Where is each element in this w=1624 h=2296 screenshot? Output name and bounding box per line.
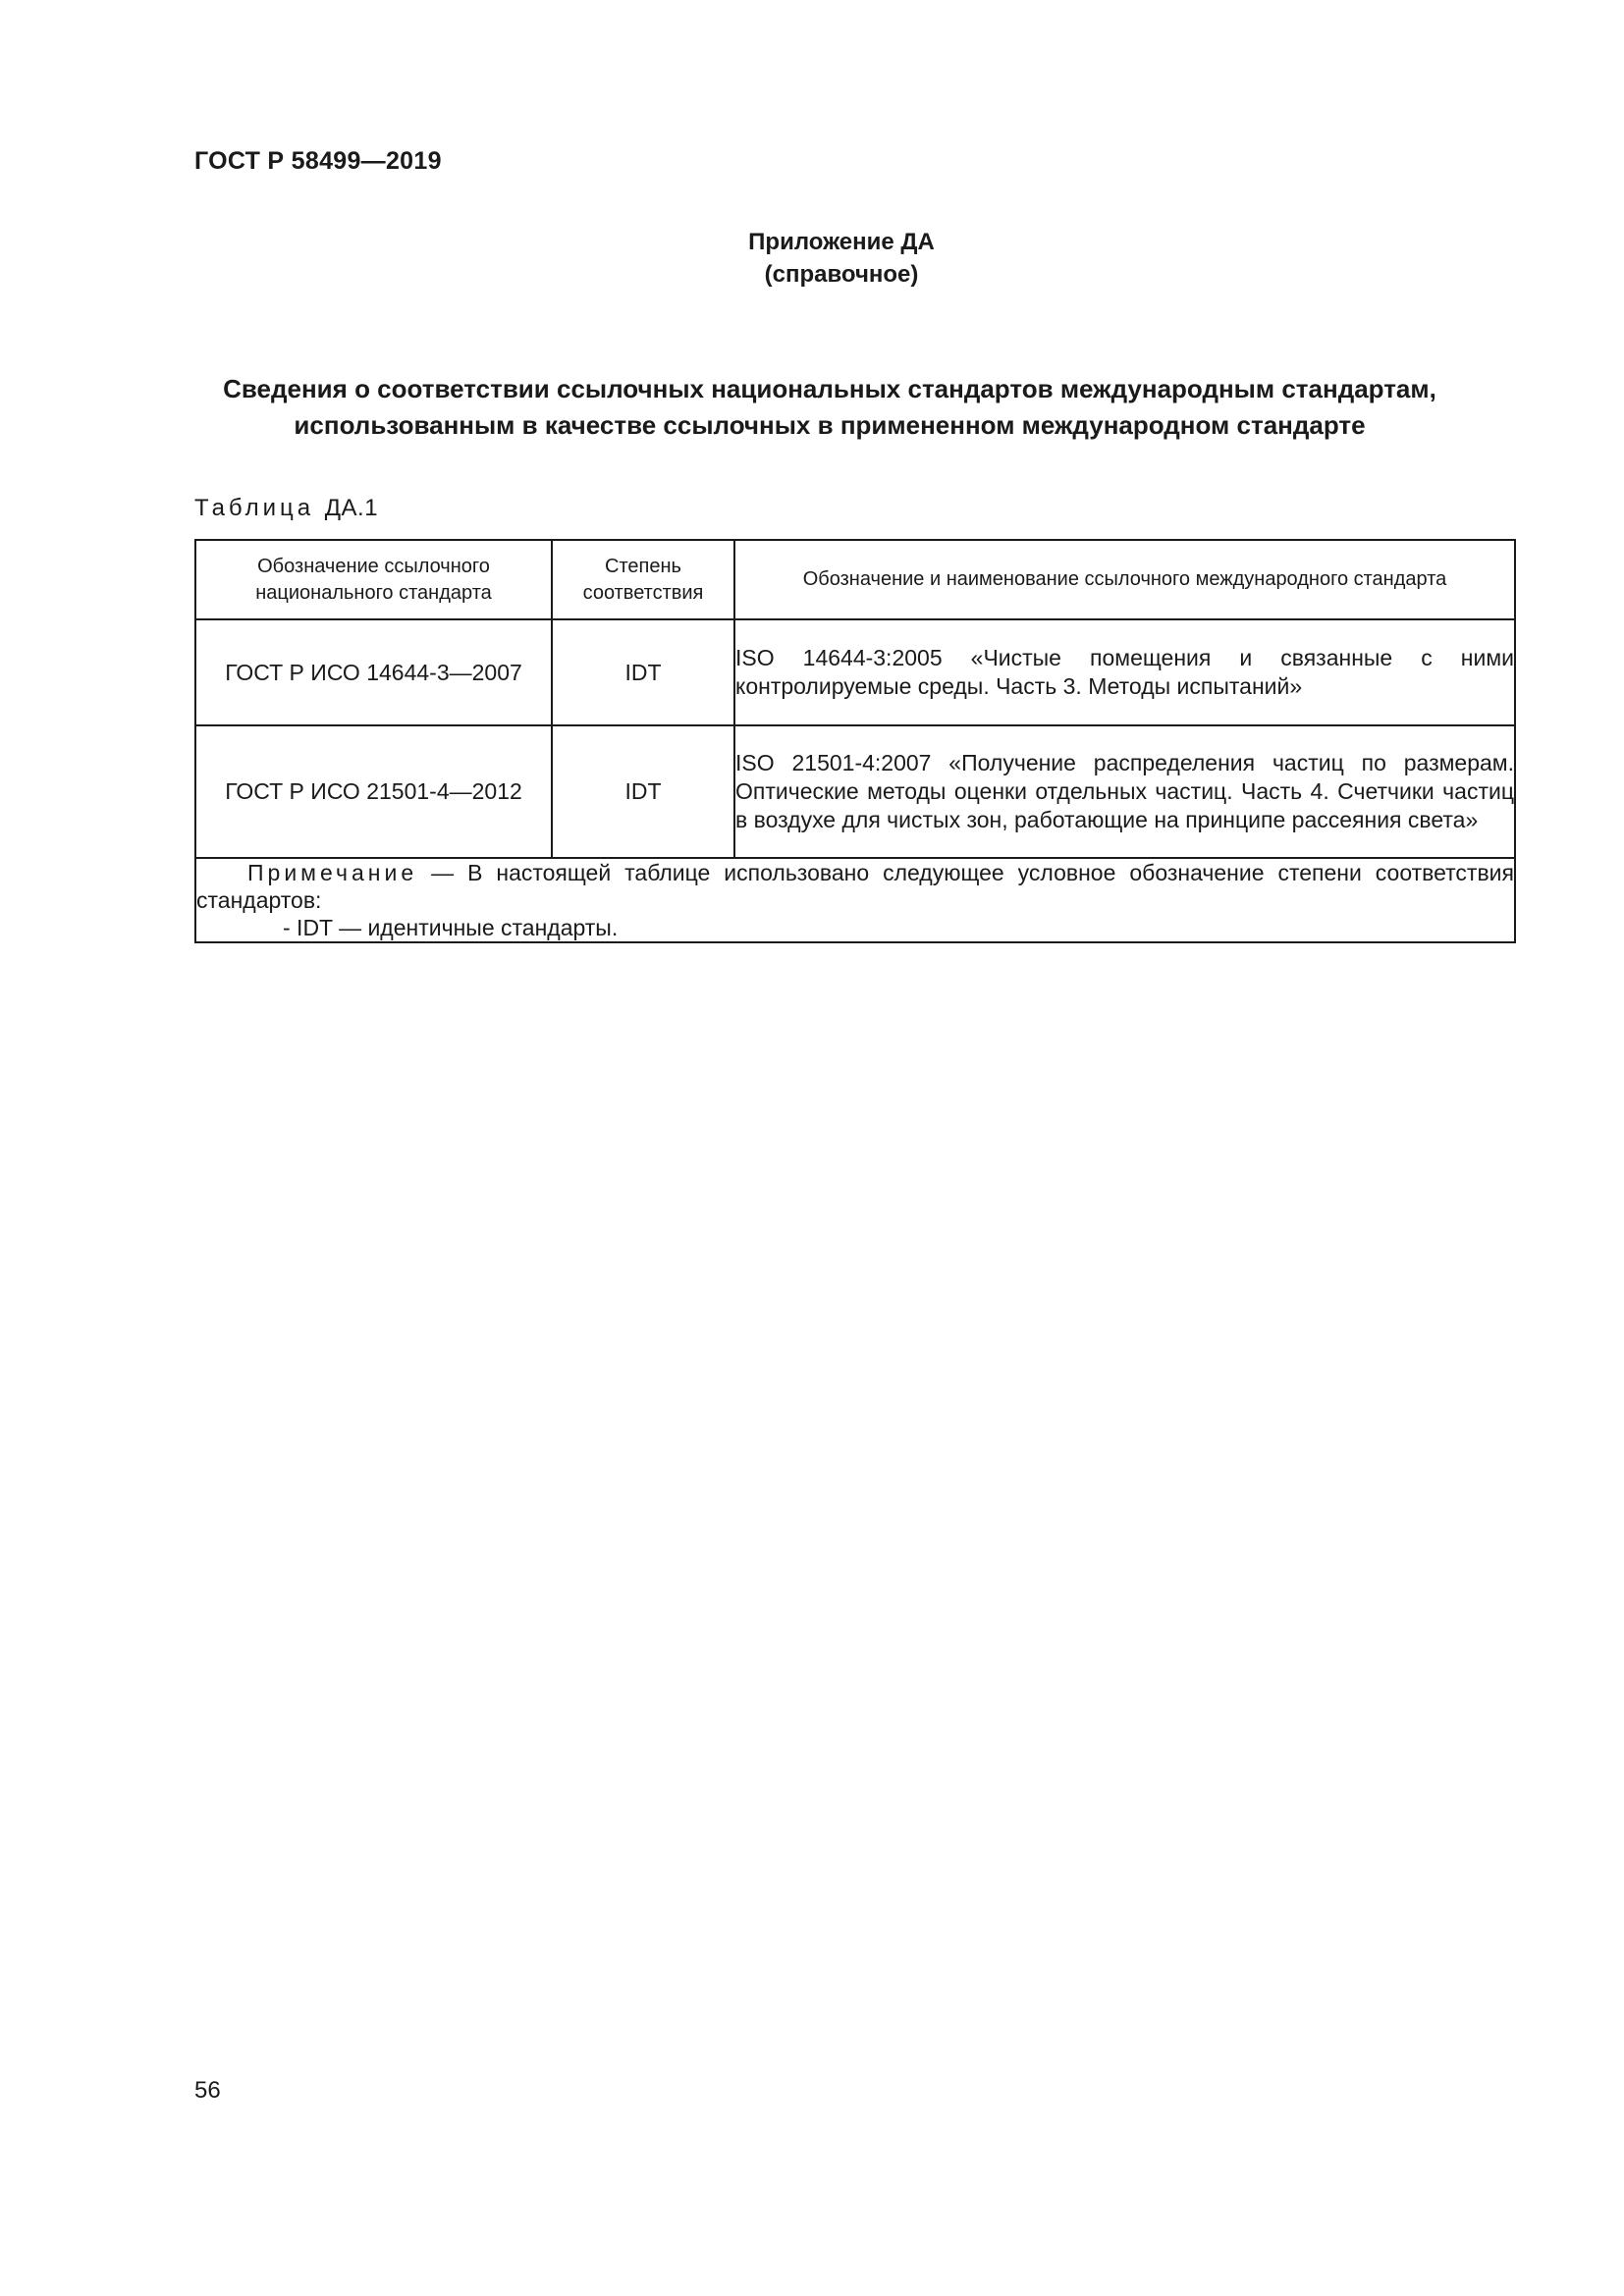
note-label: Примечание bbox=[247, 860, 418, 885]
table-note-row bbox=[195, 858, 1515, 942]
cell-degree: IDT bbox=[552, 725, 734, 858]
cell-national-standard: ГОСТ Р ИСО 21501-4—2012 bbox=[195, 725, 552, 858]
page-number: 56 bbox=[194, 2077, 221, 2104]
cell-degree: IDT bbox=[552, 619, 734, 725]
table-caption-number: ДА.1 bbox=[324, 495, 379, 521]
annex-title bbox=[147, 371, 1512, 444]
correspondence-table bbox=[194, 539, 1516, 943]
table-caption bbox=[194, 495, 378, 522]
table-row bbox=[195, 619, 1515, 725]
note-text: — В настоящей таблице использовано следующее условное обозначение степени соответствия стандартов: bbox=[196, 860, 1514, 913]
table-note bbox=[195, 858, 1515, 942]
header-international-standard: Обозначение и наименование ссылочного международного стандарта bbox=[734, 540, 1515, 619]
cell-international-standard: ISO 14644-3:2005 «Чистые помещения и связанные с ними контролируемые среды. Часть 3. Методы испытаний» bbox=[734, 619, 1515, 725]
cell-national-standard: ГОСТ Р ИСО 14644-3—2007 bbox=[195, 619, 552, 725]
table-caption-word: Таблица bbox=[194, 495, 315, 521]
annex-label: Приложение ДА bbox=[748, 229, 935, 255]
header-national-standard: Обозначение ссылочного национального стандарта bbox=[195, 540, 552, 619]
cell-international-standard: ISO 21501-4:2007 «Получение распределения частиц по размерам. Оптические методы оценки отдельных частиц. Часть 4. Счетчики частиц в воздухе для чистых зон, работающие на принципе рассеяния света» bbox=[734, 725, 1515, 858]
note-item: - IDT — идентичные стандарты. bbox=[283, 915, 619, 940]
header-degree: Степень соответствия bbox=[552, 540, 734, 619]
table-header-row bbox=[195, 540, 1515, 619]
annex-title-line-1: Сведения о соответствии ссылочных национальных стандартов международным стандартам, bbox=[223, 374, 1436, 403]
document-code: ГОСТ Р 58499—2019 bbox=[194, 147, 442, 175]
annex-title-line-2: использованным в качестве ссылочных в примененном международном стандарте bbox=[294, 410, 1366, 440]
table-row bbox=[195, 725, 1515, 858]
annex-status: (справочное) bbox=[764, 261, 919, 288]
annex-heading bbox=[0, 226, 1624, 291]
